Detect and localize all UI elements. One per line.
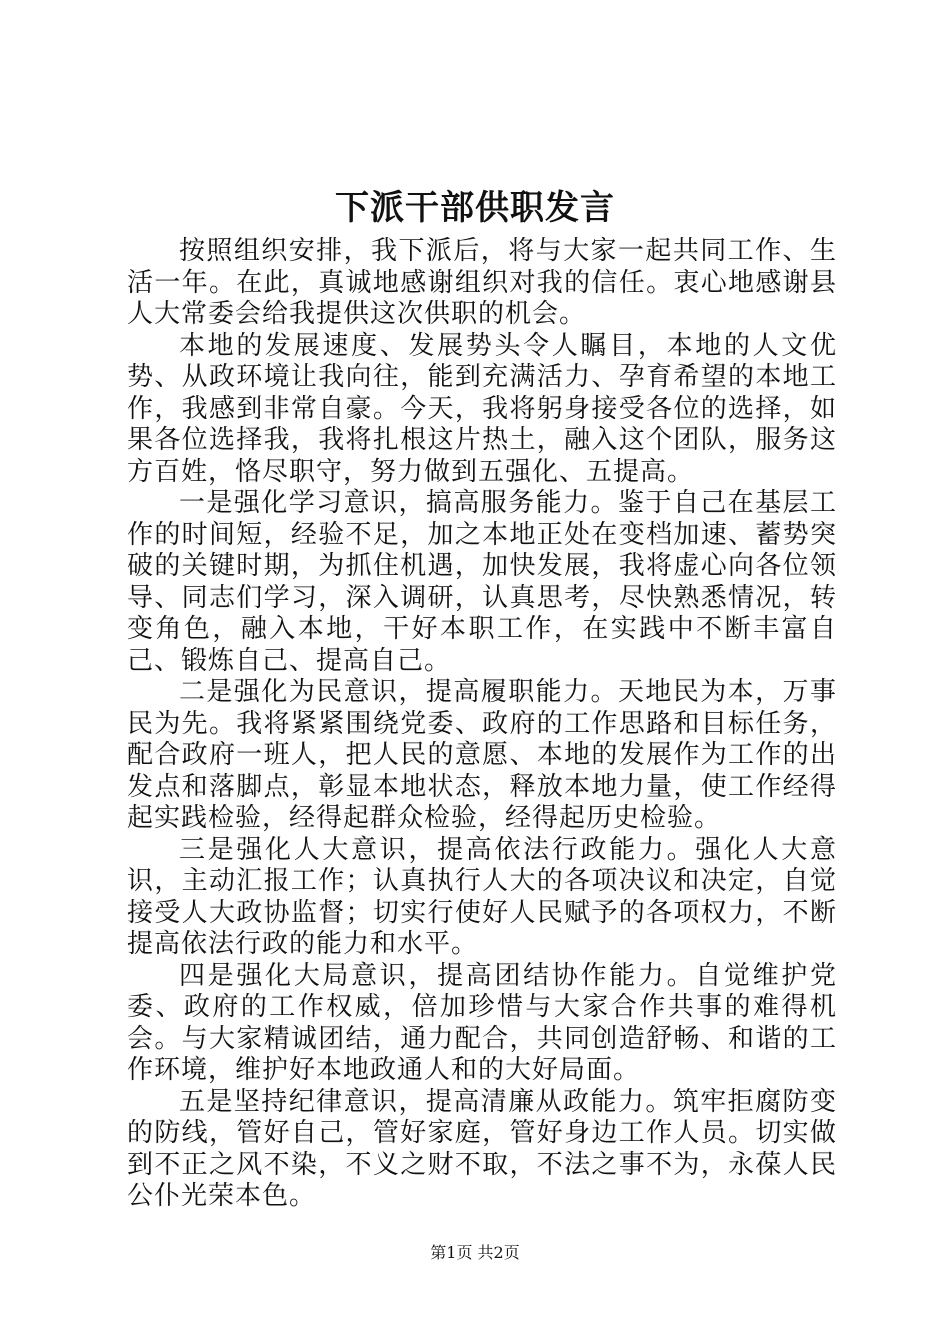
paragraph-commitment: 本地的发展速度、发展势头令人瞩目，本地的人文优势、从政环境让我向往，能到充满活力、孕育希望的本地工作，我感到非常自豪。今天，我将躬身接受各位的选择，如果各位选择我，我将扎根这片热土，融入这个团队，服务这方百姓，恪尽职守，努力做到五强化、五提高。 (127, 330, 837, 487)
document-title: 下派干部供职发言 (335, 188, 615, 228)
paragraph-point-5: 五是坚持纪律意识，提高清廉从政能力。筑牢拒腐防变的防线，管好自己，管好家庭，管好身边工作人员。切实做到不正之风不染，不义之财不取，不法之事不为，永葆人民公仆光荣本色。 (127, 1086, 837, 1211)
paragraph-point-2: 二是强化为民意识，提高履职能力。天地民为本，万事民为先。我将紧紧围绕党委、政府的工作思路和目标任务，配合政府一班人，把人民的意愿、本地的发展作为工作的出发点和落脚点，彰显本地状态，释放本地力量，使工作经得起实践检验，经得起群众检验，经得起历史检验。 (127, 677, 837, 833)
paragraph-point-4: 四是强化大局意识，提高团结协作能力。自觉维护党委、政府的工作权威，倍加珍惜与大家合作共事的难得机会。与大家精诚团结，通力配合，共同创造舒畅、和谐的工作环境，维护好本地政通人和的大好局面。 (127, 960, 837, 1085)
paragraph-point-1: 一是强化学习意识，搞高服务能力。鉴于自己在基层工作的时间短，经验不足，加之本地正处在变档加速、蓄势突破的关键时期，为抓住机遇，加快发展，我将虚心向各位领导、同志们学习，深入调研，认真思考，尽快熟悉情况，转变角色，融入本地，干好本职工作，在实践中不断丰富自己、锻炼自己、提高自己。 (127, 488, 837, 676)
page-footer (0, 1242, 950, 1264)
paragraph-intro: 按照组织安排，我下派后，将与大家一起共同工作、生活一年。在此，真诚地感谢组织对我的信任。衷心地感谢县人大常委会给我提供这次供职的机会。 (127, 236, 837, 329)
paragraph-point-3: 三是强化人大意识，提高依法行政能力。强化人大意识，主动汇报工作；认真执行人大的各项决议和决定，自觉接受人大政协监督；切实行使好人民赋予的各项权力，不断提高依法行政的能力和水平。 (127, 834, 837, 959)
page-number: 第1页 (430, 1243, 473, 1262)
page-total: 共2页 (477, 1243, 520, 1262)
document-body (127, 236, 837, 1213)
